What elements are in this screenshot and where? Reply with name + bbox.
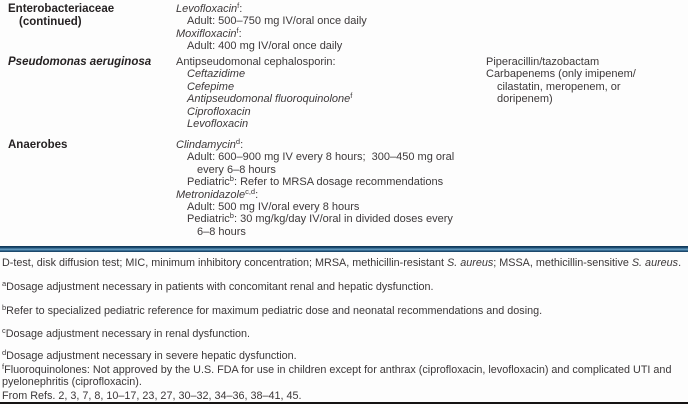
- alternative-line: Piperacillin/tazobactam: [486, 56, 600, 68]
- footnote-marker: b: [2, 303, 7, 312]
- drug-line: [176, 93, 482, 105]
- dose-line: Adult: 600–900 mg IV every 8 hours; 300–450 mg oral: [187, 151, 455, 164]
- species-name: S. aureus: [447, 257, 494, 269]
- pediatric-line: [176, 213, 482, 225]
- footnote-marker: f: [236, 25, 239, 35]
- organism-cell: [8, 139, 170, 152]
- footnote-text: Dosage adjustment necessary in severe hepatic dysfunction.: [6, 350, 297, 362]
- drug-suffix: :: [238, 27, 242, 40]
- drug-name: Metronidazole: [176, 188, 246, 201]
- drug-name: Antipseudomonal fluoroquinolone: [187, 93, 351, 106]
- alternative-cell: [486, 56, 684, 106]
- organism-name: Pseudomonas aeruginosa: [8, 56, 152, 68]
- alternative-line: cilastatin, meropenem, or: [497, 80, 621, 93]
- footnote-marker: a: [2, 279, 7, 288]
- drug-suffix: :: [239, 3, 243, 15]
- footnote-marker: b: [229, 211, 234, 221]
- regimen-cell: [176, 139, 482, 238]
- organism-name: Anaerobes: [8, 139, 68, 151]
- drug-suffix: :: [255, 188, 259, 201]
- table-bottom-rule: [0, 402, 688, 404]
- dose-line: 6–8 hours: [197, 225, 246, 238]
- footnote-marker: f: [2, 362, 5, 371]
- table-bottom-divider: [0, 246, 688, 252]
- footnote-marker: c: [2, 326, 6, 335]
- drug-name: Cefepime: [187, 80, 235, 93]
- footnote-marker: d: [235, 137, 241, 146]
- alternative-line: Carbapenems (only imipenem/: [486, 68, 636, 81]
- pediatric-label: Pediatric: [187, 176, 230, 189]
- drug-line: [176, 25, 482, 40]
- organism-cell: [8, 3, 170, 29]
- drug-name: Clindamycin: [176, 139, 236, 151]
- abbreviations-note: [2, 257, 682, 269]
- footnote-text: Refer to specialized pediatric reference for maximum pediatric dose and neonatal recommendations and dosing.: [6, 305, 543, 317]
- drug-name: Moxifloxacin: [176, 27, 237, 40]
- organism-name: Enterobacteriaceae: [8, 3, 115, 15]
- pediatric-line: [176, 176, 482, 188]
- footnote-marker: b: [229, 174, 234, 184]
- dose-line: every 6–8 hours: [197, 163, 276, 176]
- drug-suffix: :: [240, 139, 244, 151]
- footnote-text: Dosage adjustment necessary in patients with concomitant renal and hepatic dysfunction.: [6, 281, 434, 293]
- pediatric-text: : 30 mg/kg/day IV/oral in divided doses every: [233, 213, 453, 226]
- pediatric-text: : Refer to MRSA dosage recommendations: [233, 176, 444, 189]
- alternative-line: doripenem): [497, 93, 553, 106]
- dose-line: Adult: 500–750 mg IV/oral once daily: [187, 15, 367, 28]
- dose-line: Adult: 500 mg IV/oral every 8 hours: [187, 201, 360, 214]
- drug-name: Ceftazidime: [187, 68, 246, 81]
- drug-name: Levofloxacin: [187, 118, 249, 131]
- organism-cell: [8, 56, 170, 69]
- pediatric-label: Pediatric: [187, 213, 230, 226]
- regimen-cell: [176, 3, 482, 53]
- drug-name: Levofloxacin: [176, 3, 238, 15]
- footnote-marker: c,d: [245, 186, 256, 196]
- drug-name: Ciprofloxacin: [187, 105, 251, 118]
- source-reference: From Refs. 2, 3, 7, 8, 10–17, 23, 27, 30–32, 34–36, 38–41, 45.: [2, 390, 302, 402]
- abbr-text: ; MSSA, methicillin-sensitive: [493, 257, 632, 269]
- drug-class-label: Antipseudomonal cephalosporin:: [176, 56, 336, 68]
- footnote-a: [2, 281, 682, 293]
- organism-continued-label: (continued): [19, 15, 82, 28]
- footnote-text: Dosage adjustment necessary in renal dysfunction.: [5, 328, 251, 340]
- footnote-marker: f: [237, 1, 240, 10]
- drug-line: [176, 186, 482, 201]
- dose-line: Adult: 400 mg IV/oral once daily: [187, 40, 343, 53]
- footnote-c: [2, 328, 682, 340]
- drug-line: [176, 139, 482, 151]
- drug-line: [176, 3, 482, 15]
- footnote-f: [2, 364, 682, 388]
- abbr-text: D-test, disk diffusion test; MIC, minimum inhibitory concentration; MRSA, methicillin-resistant: [2, 257, 448, 269]
- footnote-text: Fluoroquinolones: Not approved by the U.S. FDA for use in children except for anthrax (ciprofloxacin, levofloxacin) and complicated UTI and pyelonephritis (ciprofloxacin).: [2, 364, 672, 389]
- abbr-text: .: [678, 257, 682, 269]
- footnote-d: [2, 350, 682, 362]
- footnote-marker: d: [2, 348, 7, 357]
- footnote-marker: f: [350, 91, 353, 101]
- regimen-cell: [176, 56, 482, 130]
- species-name: S. aureus: [631, 257, 679, 269]
- footnote-b: [2, 305, 682, 317]
